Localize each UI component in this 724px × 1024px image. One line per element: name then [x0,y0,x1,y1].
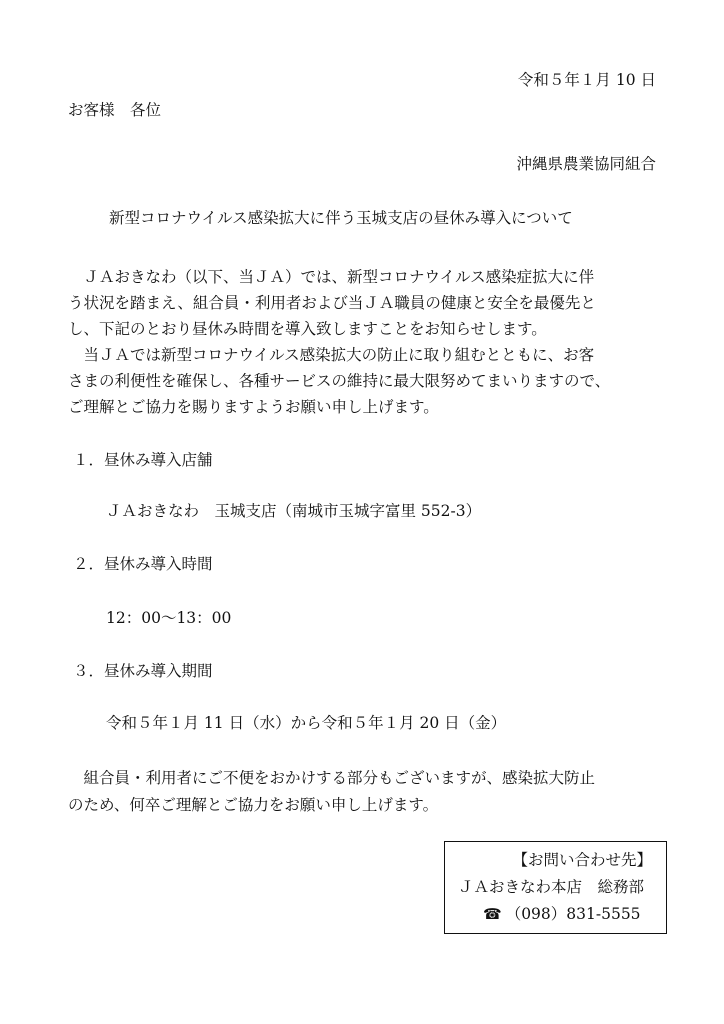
paragraph-line: ご理解とご協力を賜りますようお願い申し上げます。 [68,398,439,416]
section-content-branch: ＪＡおきなわ 玉城支店（南城市玉城字富里 552-3） [106,502,482,520]
section-heading-period: ３．昼休み導入期間 [73,662,213,680]
contact-heading: 【お問い合わせ先】 [512,851,652,869]
recipient: お客様 各位 [68,101,162,119]
contact-organization: ＪＡおきなわ本店 総務部 [458,878,645,896]
section-heading-time: ２．昼休み導入時間 [73,555,213,573]
paragraph-line: のため、何卒ご理解とご協力をお願い申し上げます。 [68,796,439,814]
section-heading-branch: １．昼休み導入店舗 [73,451,213,469]
paragraph-line: ＪＡおきなわ（以下、当ＪＡ）では、新型コロナウイルス感染症拡大に伴 [68,268,595,286]
body-paragraph-1 [68,264,658,342]
paragraph-line: う状況を踏まえ、組合員・利用者および当ＪＡ職員の健康と安全を最優先と [68,294,596,312]
paragraph-line: 当ＪＡでは新型コロナウイルス感染拡大の防止に取り組むとともに、お客 [68,346,595,364]
contact-box [444,841,667,934]
paragraph-line: し、下記のとおり昼休み時間を導入致しますことをお知らせします。 [68,320,547,338]
paragraph-line: さまの利便性を確保し、各種サービスの維持に最大限努めてまいりますので、 [68,372,611,390]
document-title: 新型コロナウイルス感染拡大に伴う玉城支店の昼休み導入について [109,209,573,227]
contact-phone-row [483,907,641,923]
phone-icon: ☎ [483,905,502,923]
contact-phone-number: （098）831-5555 [505,905,641,923]
sender-organization: 沖縄県農業協同組合 [516,155,656,173]
closing-paragraph [68,765,668,819]
document-date: 令和５年１月 10 日 [517,71,656,89]
section-content-period: 令和５年１月 11 日（水）から令和５年１月 20 日（金） [106,714,507,732]
section-content-time: 12：00〜13：00 [106,609,232,627]
body-paragraph-2 [68,342,658,420]
paragraph-line: 組合員・利用者にご不便をおかけする部分もございますが、感染拡大防止 [68,769,596,787]
